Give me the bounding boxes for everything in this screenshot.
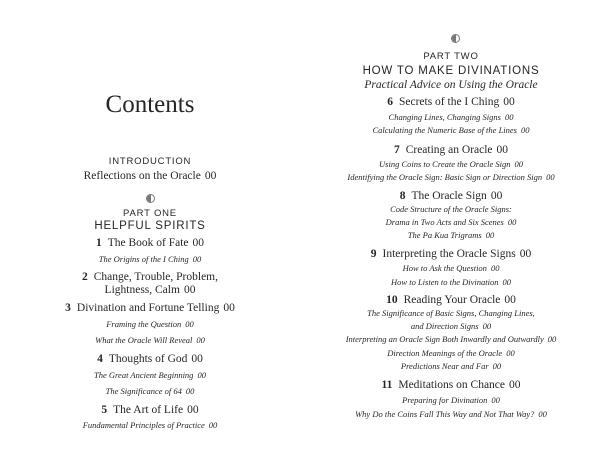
subsection-title: The Significance of 64 [105, 386, 182, 396]
page-number: 00 [520, 125, 530, 135]
yin-yang-ornament-icon [451, 34, 460, 43]
toc-subsection[interactable] [10, 336, 290, 345]
toc-subsection[interactable] [304, 278, 598, 287]
part-one-label: PART ONE [123, 208, 177, 219]
toc-chapter-8[interactable] [304, 191, 598, 203]
page-number: 00 [504, 112, 514, 122]
chapter-number: 4 [97, 353, 103, 365]
toc-subsection[interactable] [304, 309, 598, 318]
toc-subsection[interactable] [10, 320, 290, 329]
chapter-number: 3 [65, 302, 71, 314]
contents-title: Contents [105, 91, 195, 118]
part-one-title: HELPFUL SPIRITS [94, 220, 206, 232]
chapter-title: Reading Your Oracle [403, 294, 501, 306]
toc-subsection-continued[interactable] [304, 322, 598, 331]
subsection-title: The Significance of Basic Signs, Changing Lines, [367, 308, 535, 318]
chapter-number: 7 [393, 144, 400, 156]
page-number: 00 [538, 409, 547, 419]
chapter-title: Thoughts of God [108, 353, 188, 365]
chapter-title: The Book of Fate [107, 237, 189, 249]
chapter-title: Change, Trouble, Problem, [93, 271, 218, 283]
subsection-title: Calculating the Numeric Base of the Lines [372, 125, 517, 135]
chapter-title: Interpreting the Oracle Signs [382, 248, 516, 260]
toc-chapter-4[interactable] [10, 354, 290, 366]
chapter-title: Creating an Oracle [405, 144, 493, 156]
page-number: 00 [208, 420, 218, 430]
subsection-title: Drama in Two Acts and Six Scenes [385, 217, 504, 227]
chapter-title: The Art of Life [113, 404, 184, 416]
page-number: 00 [509, 379, 521, 391]
toc-subsection[interactable] [304, 160, 598, 169]
part-two-title: HOW TO MAKE DIVINATIONS [362, 65, 540, 77]
page-number: 00 [192, 237, 205, 249]
chapter-number: 2 [81, 271, 88, 283]
page-number: 00 [183, 284, 196, 296]
toc-subsection[interactable] [10, 255, 290, 264]
toc-subsection[interactable] [304, 335, 598, 344]
subsection-title: How to Ask the Question [402, 263, 487, 273]
subsection-title: Fundamental Principles of Practice [82, 420, 205, 430]
page-number: 00 [491, 395, 500, 405]
page-number: 00 [514, 159, 523, 169]
toc-chapter-10[interactable] [304, 295, 598, 307]
yin-yang-ornament-icon [146, 194, 155, 203]
chapter-title: Divination and Fortune Telling [76, 302, 220, 314]
page-number: 00 [185, 319, 194, 329]
subsection-title: The Great Ancient Beginning [94, 370, 194, 380]
chapter-title: The Oracle Sign [411, 190, 487, 202]
toc-chapter-11[interactable] [304, 380, 598, 392]
subsection-title: The Origins of the I Ching [98, 254, 189, 264]
page-number: 00 [546, 172, 555, 182]
toc-subsection[interactable] [304, 113, 598, 122]
page-number: 00 [185, 386, 195, 396]
page-number: 00 [519, 248, 532, 260]
page-number: 00 [482, 321, 492, 331]
page-number: 00 [191, 353, 203, 365]
page-number: 00 [485, 230, 495, 240]
subsection-title: Why Do the Coins Fall This Way and Not That Way? [355, 409, 535, 419]
chapter-number: 10 [386, 294, 398, 306]
toc-chapter-7[interactable] [304, 145, 598, 157]
part-two-label: PART TWO [423, 51, 479, 62]
toc-chapter-1[interactable] [10, 238, 290, 250]
page-number: 00 [506, 348, 515, 358]
page-number: 00 [547, 334, 557, 344]
chapter-number: 9 [370, 248, 377, 260]
page-number: 00 [507, 217, 517, 227]
toc-chapter-6[interactable] [304, 97, 598, 109]
subsection-title: Code Structure of the Oracle Signs: [390, 204, 512, 214]
subsection-title: Using Coins to Create the Oracle Sign [379, 159, 511, 169]
page-number: 00 [490, 190, 503, 202]
subsection-title: Direction Meanings of the Oracle [387, 348, 503, 358]
subsection-title: Preparing for Divination [402, 395, 488, 405]
chapter-title: Meditations on Chance [398, 379, 506, 391]
toc-subsection[interactable] [304, 362, 598, 371]
toc-chapter-2[interactable] [10, 272, 290, 284]
subsection-title: How to Listen to the Divination [391, 277, 499, 287]
toc-subsection[interactable] [10, 371, 290, 380]
chapter-title: Lightness, Calm [104, 284, 180, 296]
chapter-number: 1 [95, 237, 102, 249]
part-two-subtitle: Practical Advice on Using the Oracle [364, 79, 538, 91]
toc-chapter-5[interactable] [10, 405, 290, 417]
chapter-number: 6 [387, 96, 393, 108]
toc-subsection[interactable] [10, 387, 290, 396]
subsection-title: Framing the Question [106, 319, 182, 329]
page-number: 00 [197, 370, 206, 380]
toc-subsection[interactable] [304, 173, 598, 182]
page-number: 00 [204, 170, 217, 182]
subsection-title: What the Oracle Will Reveal [95, 335, 193, 345]
page-number: 00 [503, 96, 515, 108]
toc-chapter-3[interactable] [10, 303, 290, 315]
toc-subsection[interactable] [304, 264, 598, 273]
subsection-title: Identifying the Oracle Sign: Basic Sign or Direction Sign [347, 172, 543, 182]
page-number: 00 [192, 254, 202, 264]
toc-subsection[interactable] [304, 349, 598, 358]
toc-subsection[interactable] [304, 410, 598, 419]
chapter-number: 8 [399, 190, 406, 202]
page-number: 00 [187, 404, 199, 416]
toc-subsection[interactable] [304, 396, 598, 405]
toc-chapter-2-continued[interactable] [10, 285, 290, 297]
page-number: 00 [504, 294, 516, 306]
page-number: 00 [196, 335, 205, 345]
chapter-number: 5 [101, 404, 108, 416]
chapter-title: Secrets of the I Ching [398, 96, 500, 108]
intro-heading: INTRODUCTION [108, 156, 192, 167]
page-number: 00 [223, 302, 235, 314]
right-page [300, 0, 600, 450]
page-number: 00 [492, 361, 502, 371]
entry-title: Reflections on the Oracle [83, 170, 201, 182]
chapter-number: 11 [381, 379, 393, 391]
toc-chapter-9[interactable] [304, 249, 598, 261]
page-number: 00 [496, 144, 509, 156]
toc-subsection[interactable] [304, 126, 598, 135]
subsection-title: Interpreting an Oracle Sign Both Inwardly and Outwardly [345, 334, 544, 344]
toc-subsection[interactable] [304, 231, 598, 240]
toc-entry-intro[interactable] [10, 171, 290, 183]
subsection-title: Changing Lines, Changing Signs [388, 112, 501, 122]
toc-subsection-continued[interactable] [304, 218, 598, 227]
toc-subsection[interactable] [10, 421, 290, 430]
subsection-title: The Pa Kua Trigrams [407, 230, 482, 240]
subsection-title: Predictions Near and Far [400, 361, 489, 371]
toc-subsection[interactable] [304, 205, 598, 214]
page-number: 00 [502, 277, 511, 287]
subsection-title: and Direction Signs [410, 321, 479, 331]
page-number: 00 [490, 263, 500, 273]
